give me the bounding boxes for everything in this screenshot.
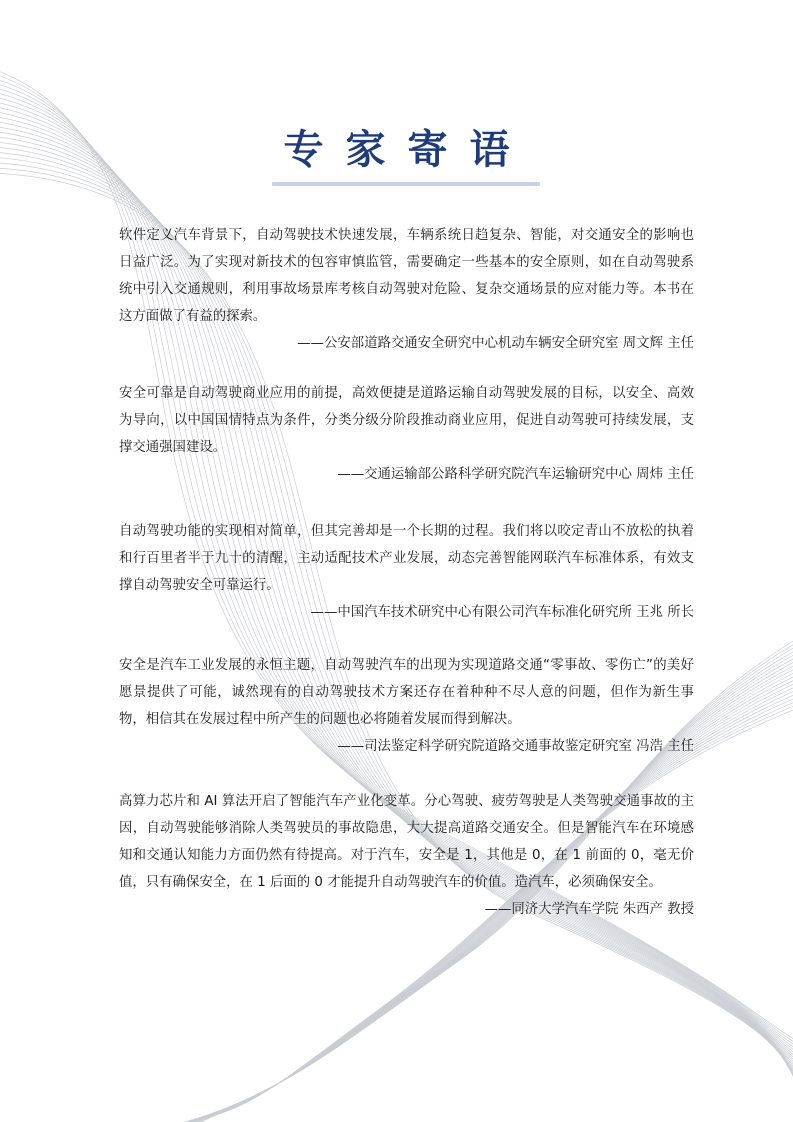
- quote-block-4: [119, 652, 694, 760]
- quote-source: ——公安部道路交通安全研究中心机动车辆安全研究室 周文辉 主任: [297, 336, 694, 351]
- quote-text: 高算力芯片和 AI 算法开启了智能汽车产业化变革。分心驾驶、疲劳驾驶是人类驾驶交通事故的主因，自动驾驶能够消除人类驾驶员的事故隐患，大大提高道路交通安全。但是智能汽车在环境感知和交通认知能力方面仍然有待提高。对于汽车，安全是 1，其他是 0，在 1 前面的 0，毫无价值，只有确保安全，在 1 后面的 0 才能提升自动驾驶汽车的价值。造汽车，必须确保安全。: [119, 794, 694, 890]
- quote-block-5: [119, 788, 694, 923]
- quote-source: ——同济大学汽车学院 朱西产 教授: [484, 902, 694, 917]
- quote-source: ——交通运输部公路科学研究院汽车运输研究中心 周炜 主任: [337, 467, 694, 482]
- quote-block-3: [119, 518, 694, 626]
- quote-block-2: [119, 380, 694, 488]
- page-title: 专家寄语: [283, 127, 532, 173]
- quote-text: 安全是汽车工业发展的永恒主题，自动驾驶汽车的出现为实现道路交通“零事故、零伤亡”的美好愿景提供了可能，诚然现有的自动驾驶技术方案还存在着种种不尽人意的问题，但作为新生事物，相信其在发展过程中所产生的问题也必将随着发展而得到解决。: [119, 658, 694, 727]
- quote-text: 自动驾驶功能的实现相对简单，但其完善却是一个长期的过程。我们将以咬定青山不放松的执着和行百里者半于九十的清醒，主动适配技术产业发展，动态完善智能网联汽车标准体系，有效支撑自动驾驶安全可靠运行。: [119, 524, 694, 593]
- quote-source: ——中国汽车技术研究中心有限公司汽车标准化研究所 王兆 所长: [310, 605, 694, 620]
- title-underline: [272, 182, 540, 186]
- quote-text: 软件定义汽车背景下，自动驾驶技术快速发展，车辆系统日趋复杂、智能，对交通安全的影响也日益广泛。为了实现对新技术的包容审慎监管，需要确定一些基本的安全原则，如在自动驾驶系统中引入交通规则，利用事故场景库考核自动驾驶对危险、复杂交通场景的应对能力等。本书在这方面做了有益的探索。: [119, 228, 694, 324]
- quote-text: 安全可靠是自动驾驶商业应用的前提，高效便捷是道路运输自动驾驶发展的目标，以安全、高效为导向，以中国国情特点为条件，分类分级分阶段推动商业应用，促进自动驾驶可持续发展，支撑交通强国建设。: [119, 386, 694, 455]
- quote-block-1: [119, 222, 694, 357]
- quote-source: ——司法鉴定科学研究院道路交通事故鉴定研究室 冯浩 主任: [337, 739, 694, 754]
